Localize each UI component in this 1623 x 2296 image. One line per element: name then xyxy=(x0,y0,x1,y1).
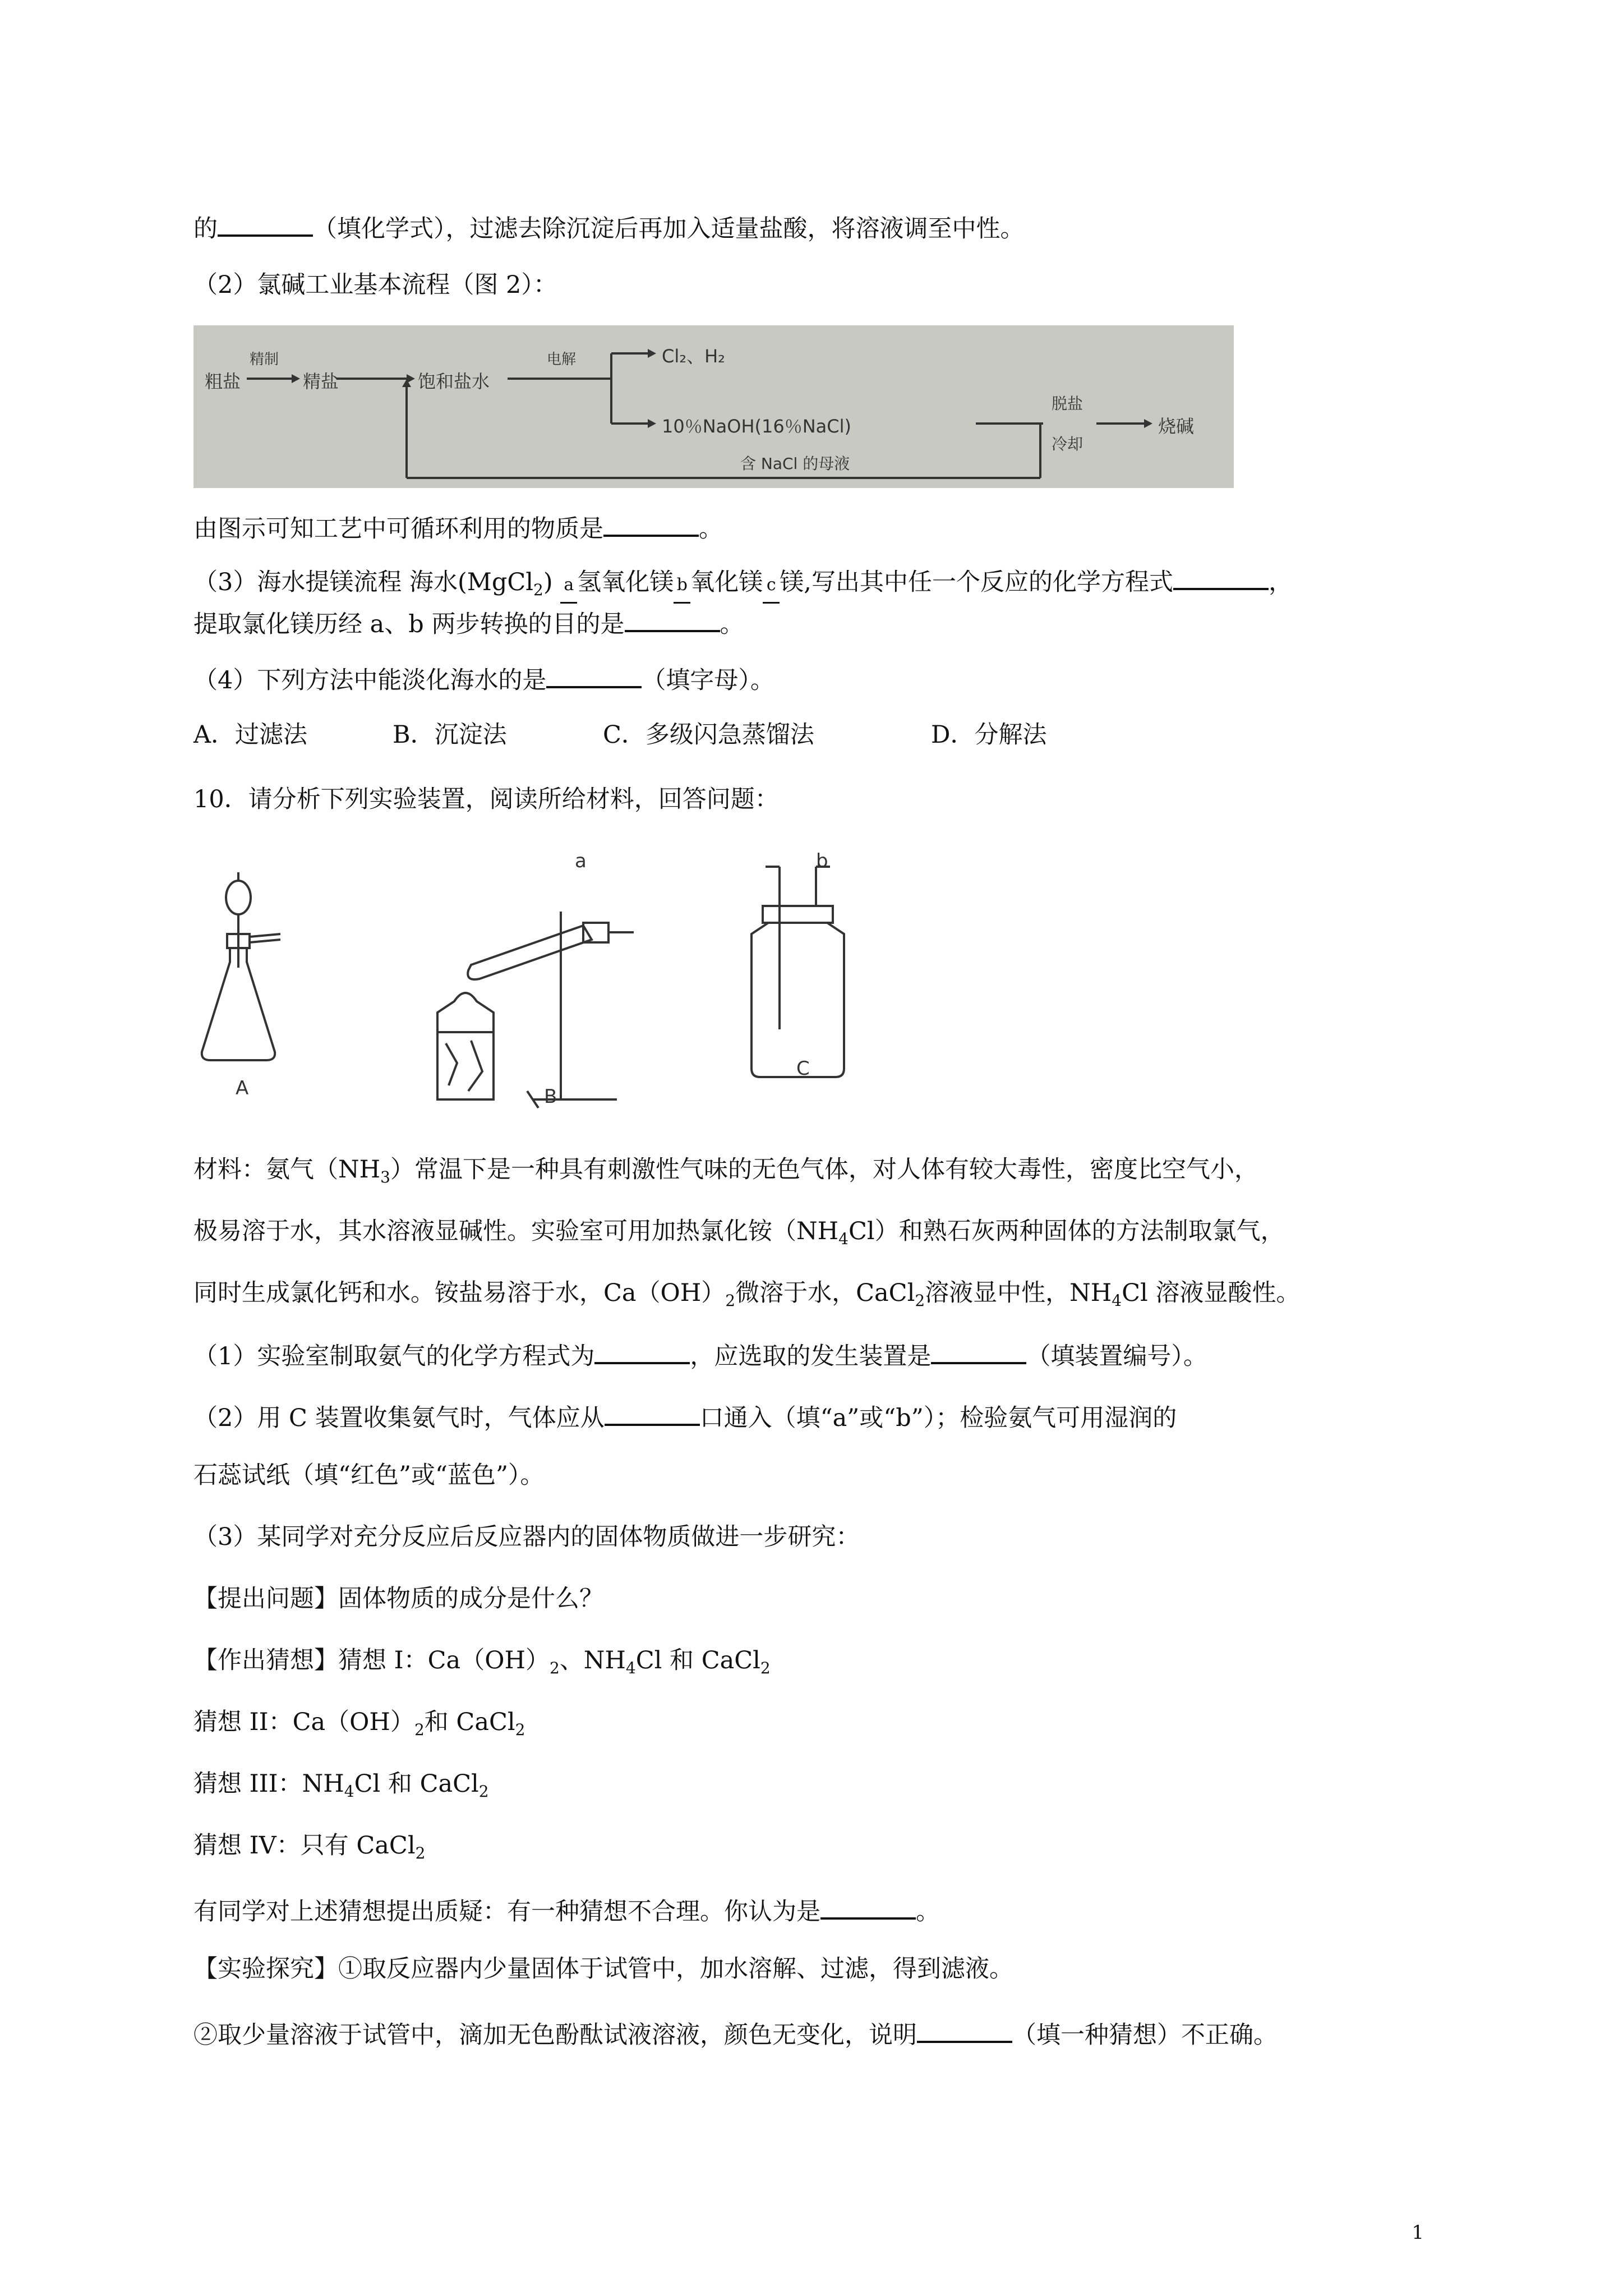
material-line-1 xyxy=(193,1153,1258,1194)
answer-blank[interactable] xyxy=(603,508,699,537)
hypothesis-3 xyxy=(193,1767,489,1809)
text: 的 xyxy=(193,215,218,243)
text: Cl 和 CaCl xyxy=(354,1770,479,1798)
flow-label-electrolysis: 电解 xyxy=(547,351,577,368)
flow-node-naoh: 10％NaOH(16％NaCl) xyxy=(662,416,851,437)
text: 提取氯化镁历经 a、b 两步转换的目的是 xyxy=(193,610,625,638)
answer-blank[interactable] xyxy=(594,1335,690,1364)
text: 微溶于水，CaCl xyxy=(735,1279,915,1307)
text: （填字母）。 xyxy=(642,666,774,694)
question-2-cont: 石蕊试纸（填“红色”或“蓝色”）。 xyxy=(193,1461,545,1489)
answer-blank[interactable] xyxy=(605,1397,700,1426)
heating-apparatus-b xyxy=(437,912,634,1108)
flow-node-brine: 饱和盐水 xyxy=(418,371,490,392)
flow-label-refine: 精制 xyxy=(250,351,279,368)
text: Cl 和 CaCl xyxy=(635,1646,760,1674)
text: 镁,写出其中任一个反应的化学方程式 xyxy=(780,568,1173,596)
question-2 xyxy=(193,1397,1177,1435)
question-1 xyxy=(193,1335,1207,1373)
text: 同时生成氯化钙和水。铵盐易溶于水，Ca（OH） xyxy=(193,1279,726,1307)
label-apparatus-b: B xyxy=(544,1085,557,1108)
question-3: （3）某同学对充分反应后反应器内的固体物质做进一步研究： xyxy=(193,1523,860,1551)
hypothesis-1 xyxy=(193,1644,771,1685)
text: ，应选取的发生装置是 xyxy=(690,1342,932,1370)
subscript: 2 xyxy=(515,1720,525,1739)
text: 有同学对上述猜想提出质疑：有一种猜想不合理。你认为是 xyxy=(193,1898,820,1926)
text: 溶液显中性，NH xyxy=(925,1279,1112,1307)
text: Cl 溶液显酸性。 xyxy=(1122,1279,1301,1307)
text: 氢氧化镁 xyxy=(577,568,674,596)
text: 。 xyxy=(699,515,723,543)
page-number: 1 xyxy=(1412,2221,1424,2244)
subscript: 2 xyxy=(725,1291,736,1310)
text: ， xyxy=(1268,568,1293,596)
text: 由图示可知工艺中可循环利用的物质是 xyxy=(193,515,603,543)
flow-label-cool: 冷却 xyxy=(1052,435,1083,453)
chlor-alkali-flow-diagram xyxy=(193,325,1234,488)
text: 。 xyxy=(916,1898,940,1926)
answer-blank[interactable] xyxy=(218,208,313,237)
line-6 xyxy=(193,659,774,697)
flow-node-crude-salt: 粗盐 xyxy=(205,371,241,392)
subscript: 2 xyxy=(415,1844,426,1862)
text: 、NH xyxy=(559,1646,626,1674)
flow-label-mother-liquor: 含 NaCl 的母液 xyxy=(740,454,850,473)
option-c: C．多级闪急蒸馏法 xyxy=(603,721,814,749)
flow-node-caustic-soda: 烧碱 xyxy=(1158,416,1195,437)
text: 猜想 III：NH xyxy=(193,1770,344,1798)
question-10-title: 10．请分析下列实验装置，阅读所给材料，回答问题： xyxy=(193,785,779,813)
answer-blank[interactable] xyxy=(546,659,642,688)
answer-blank[interactable] xyxy=(931,1335,1026,1364)
arrow-label: c xyxy=(763,568,780,604)
text: （3）海水提镁流程 海水(MgCl xyxy=(193,568,534,596)
line-3 xyxy=(193,508,723,546)
option-d: D．分解法 xyxy=(931,721,1047,749)
subscript: 4 xyxy=(344,1782,354,1801)
answer-blank[interactable] xyxy=(625,603,720,632)
arrow-label: b xyxy=(674,568,690,604)
subscript: 2 xyxy=(760,1659,771,1677)
experiment-step-1: 【实验探究】①取反应器内少量固体于试管中，加水溶解、过滤，得到滤液。 xyxy=(193,1955,1013,1983)
answer-blank[interactable] xyxy=(917,2014,1012,2043)
text: 。 xyxy=(720,610,744,638)
text: 猜想 IV：只有 CaCl xyxy=(193,1832,416,1860)
doubt-line xyxy=(193,1890,940,1929)
subscript: 4 xyxy=(625,1659,636,1677)
text: ）常温下是一种具有刺激性气味的无色气体，对人体有较大毒性，密度比空气小， xyxy=(390,1156,1258,1184)
subscript: 2 xyxy=(915,1291,925,1310)
text: 和 CaCl xyxy=(424,1708,515,1736)
text: ②取少量溶液于试管中，滴加无色酚酞试液溶液，颜色无变化，说明 xyxy=(193,2021,917,2049)
text: 氧化镁 xyxy=(690,568,763,596)
subscript: 2 xyxy=(478,1782,489,1801)
text: 极易溶于水，其水溶液显碱性。实验室可用加热氯化铵（NH xyxy=(193,1217,839,1245)
flask-apparatus-a xyxy=(202,872,280,1060)
hypothesis-2 xyxy=(193,1705,525,1747)
subscript: 2 xyxy=(533,581,543,599)
text: （填装置编号）。 xyxy=(1026,1342,1207,1370)
line-2: （2）氯碱工业基本流程（图 2）： xyxy=(193,271,557,299)
text: 猜想 II：Ca（OH） xyxy=(193,1708,414,1736)
subscript: 2 xyxy=(549,1659,560,1677)
text: （4）下列方法中能淡化海水的是 xyxy=(193,666,547,694)
flow-label-desalt: 脱盐 xyxy=(1052,394,1083,413)
text: 【作出猜想】猜想 I：Ca（OH） xyxy=(193,1646,550,1674)
gas-bottle-c xyxy=(751,867,844,1077)
label-apparatus-c: C xyxy=(796,1057,810,1080)
flow-node-refined-salt: 精盐 xyxy=(303,371,339,392)
subscript: 4 xyxy=(1112,1291,1122,1310)
label-port-b: b xyxy=(816,850,828,872)
text: 口通入（填“a”或“b”）；检验氨气可用湿润的 xyxy=(699,1404,1177,1432)
propose-question: 【提出问题】固体物质的成分是什么？ xyxy=(193,1585,603,1613)
subscript: 4 xyxy=(838,1230,849,1248)
label-apparatus-a: A xyxy=(236,1077,249,1099)
line-4 xyxy=(193,561,1293,607)
option-b: B．沉淀法 xyxy=(393,721,507,749)
line-1 xyxy=(193,208,1025,246)
material-line-2 xyxy=(193,1214,1285,1256)
text: （填一种猜想）不正确。 xyxy=(1012,2021,1278,2049)
hypothesis-4 xyxy=(193,1829,425,1870)
text: ) xyxy=(543,568,561,596)
subscript: 2 xyxy=(414,1720,425,1739)
text: （2）用 C 装置收集氨气时，气体应从 xyxy=(193,1404,605,1432)
label-port-a: a xyxy=(575,850,587,872)
answer-blank[interactable] xyxy=(1173,561,1269,590)
answer-blank[interactable] xyxy=(820,1890,916,1920)
material-line-3 xyxy=(193,1276,1300,1318)
text: Cl）和熟石灰两种固体的方法制取氯气， xyxy=(848,1217,1285,1245)
experiment-step-2 xyxy=(193,2014,1278,2052)
text: 材料：氨气（NH xyxy=(193,1156,381,1184)
text: （1）实验室制取氨气的化学方程式为 xyxy=(193,1342,595,1370)
arrow-label: a xyxy=(560,568,577,604)
text: （填化学式），过滤去除沉淀后再加入适量盐酸，将溶液调至中性。 xyxy=(313,215,1025,243)
flow-node-gases: Cl₂、H₂ xyxy=(662,346,725,367)
line-5 xyxy=(193,603,744,641)
subscript: 3 xyxy=(380,1168,390,1186)
option-a: A．过滤法 xyxy=(193,721,308,749)
